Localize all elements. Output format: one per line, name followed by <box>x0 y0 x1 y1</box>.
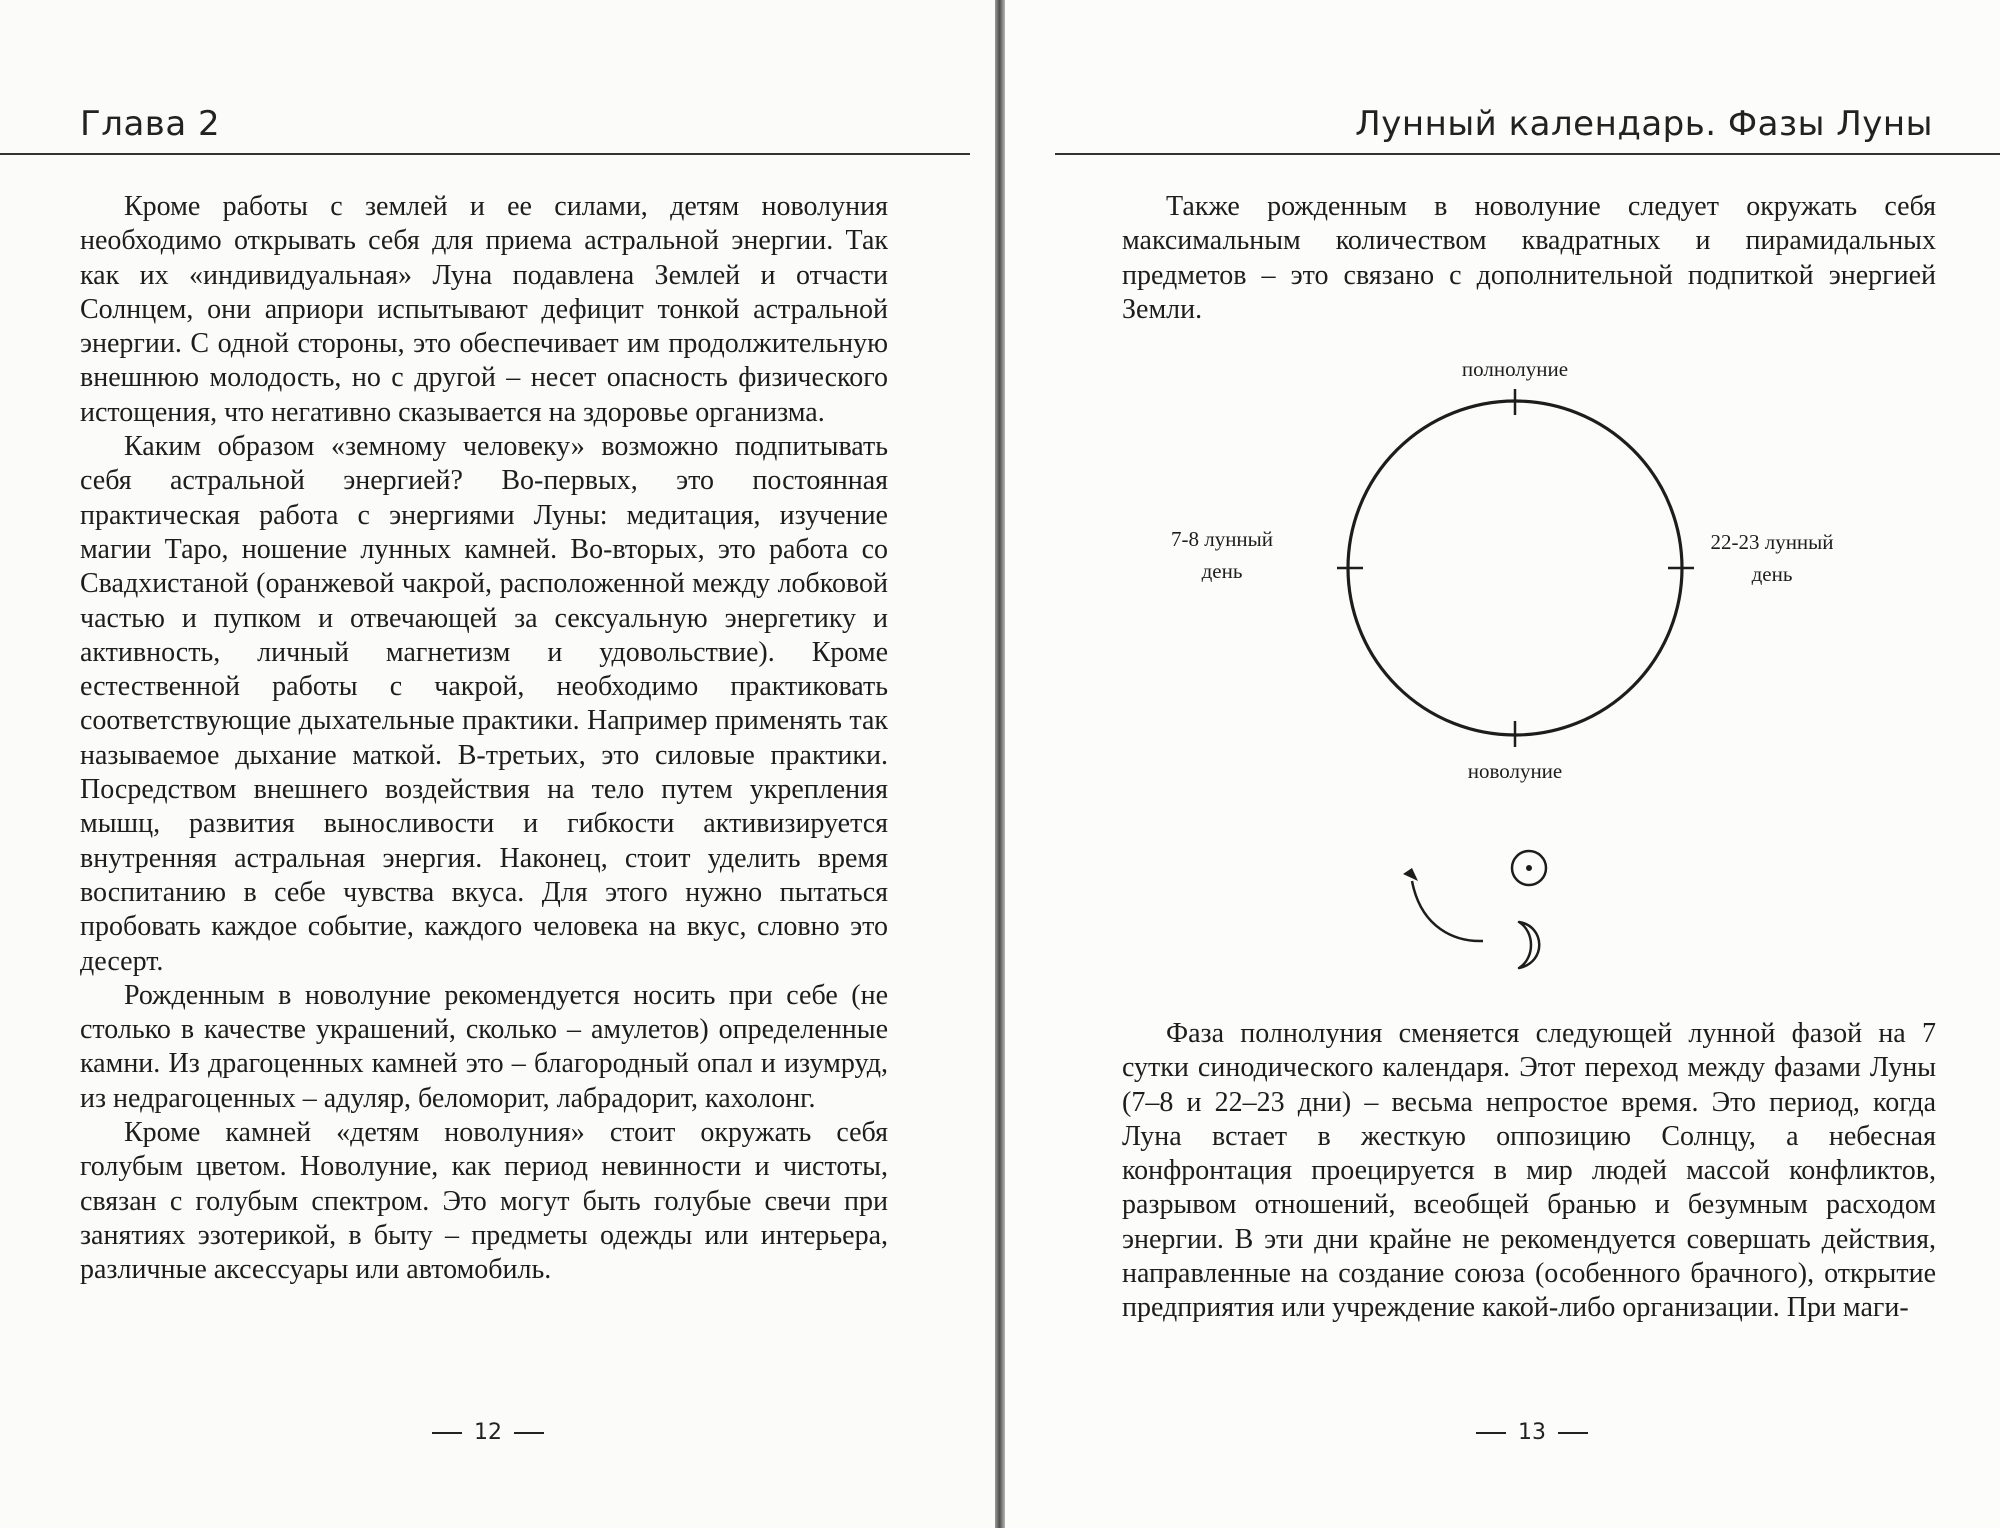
page-number <box>432 1420 544 1445</box>
label-right-line1: 22-23 лунный <box>1710 530 1834 554</box>
paragraph: Кроме камней «детям новолуния» стоит окружать себя голубым цветом. Новолуние, как период невинности и чистоты, связан с голубым спектром. Это могут быть голубые свечи при занятиях эзотерикой, в быту – предметы одежды или интерьера, различные аксессуары или автомобиль. <box>80 1117 888 1286</box>
paragraph: Каким образом «земному человеку» возможно подпитывать себя астральной энергией? Во-первых, это постоянная практическая работа с энергиями Луны: медитация, изучение магии Таро, ношение лунных камней. Во-вторых, это работа со Свадхистаной (оранжевой чакрой, расположенной между лобковой частью и пупком и отвечающей за сексуальную энергетику и активность, личный магнетизм и удовольствие). Кроме естественной работы с чакрой, необходимо практиковать соответствующие дыхательные практики. Например применять так называемое дыхание маткой. В-третьих, это силовые практики. Посредством внешнего воздействия на тело путем укрепления мышц, развития выносливости и гибкости активизируется внутренняя астральная энергия. Наконец, стоит уделить время воспитанию в себе чувства вкуса. Для этого нужно пытаться пробовать каждое событие, каждого человека на вкус, словно это десерт. <box>80 431 888 977</box>
label-new-moon: новолуние <box>1467 759 1563 783</box>
body-text-bottom <box>1122 1017 1936 1326</box>
paragraph: Кроме работы с землей и ее силами, детям новолуния необходимо открывать себя для приема астральной энергии. Так как их «индивидуальная» Луна подавлена Землей и отчасти Солнцем, они априори испытывают дефицит тонкой астральной энергии. С одной стороны, это обеспечивает им продолжительную внешнюю молодость, но с другой – несет опасность физического истощения, что негативно сказывается на здоровье организма. <box>80 191 888 428</box>
book-gutter <box>995 0 1005 1528</box>
folio-dash <box>514 1432 544 1434</box>
moon-symbol-icon <box>1519 922 1539 968</box>
left-page <box>0 0 995 1528</box>
label-left-line1: 7-8 лунный <box>1170 527 1274 551</box>
running-head: Лунный календарь. Фазы Луны <box>1355 104 1933 144</box>
running-head: Глава 2 <box>80 104 221 144</box>
paragraph: Также рожденным в новолуние следует окружать себя максимальным количеством квадратных и пирамидальных предметов – это связано с дополнительной подпиткой энергией Земли. <box>1122 191 1936 325</box>
page-number-text: 12 <box>474 1420 502 1445</box>
page-number <box>1476 1420 1588 1445</box>
lunar-cycle-circle <box>1348 401 1682 735</box>
header-rule <box>0 153 970 155</box>
label-right-line2: день <box>1751 562 1793 586</box>
right-page <box>1005 0 2000 1528</box>
paragraph: Фаза полнолуния сменяется следующей лунной фазой на 7 сутки синодического календаря. Этот переход между фазами Луны (7–8 и 22–23 дни) – весьма непростое время. Это период, когда Луна встает в жесткую оппозицию Солнцу, а небесная конфронтация проецируется в мир людей массой конфликтов, разрывом отношений, всеобщей бранью и безумным расходом энергии. В эти дни крайне не рекомендуется совершать действия, направленные на создание союза (особенного брачного), открытие предприятия или учреждение какой-либо организации. При маги- <box>1122 1018 1936 1324</box>
page-number-text: 13 <box>1518 1420 1546 1445</box>
sun-symbol-icon <box>1512 851 1546 885</box>
label-full-moon: полнолуние <box>1461 357 1569 381</box>
curved-arrow-icon <box>1403 868 1483 941</box>
folio-dash <box>1476 1432 1506 1434</box>
folio-dash <box>1558 1432 1588 1434</box>
paragraph: Рожденным в новолуние рекомендуется носить при себе (не столько в качестве украшений, сколько – амулетов) определенные камни. Из драгоценных камней это – благородный опал и изумруд, из недрагоценных – адуляр, беломорит, лабрадорит, кахолонг. <box>80 979 888 1114</box>
body-text <box>80 190 888 1288</box>
folio-dash <box>432 1432 462 1434</box>
label-left-line2: день <box>1201 559 1243 583</box>
